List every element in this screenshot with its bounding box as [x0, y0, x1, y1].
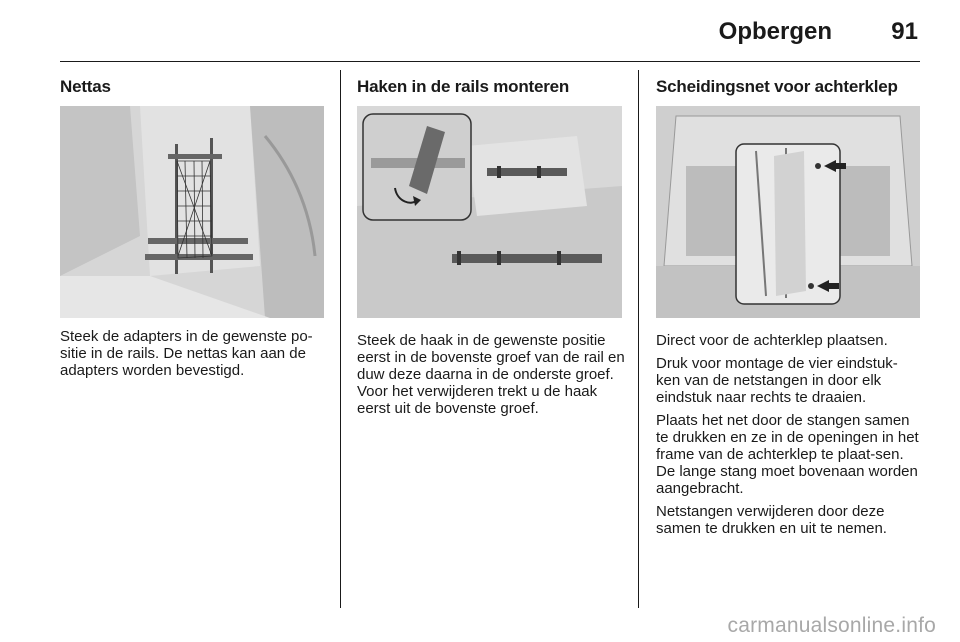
- paragraph: Druk voor montage de vier eindstuk-ken van de netstangen in door elk eindstuk naar rechts te draaien.: [656, 355, 898, 406]
- rail-hook-illustration: [357, 106, 622, 318]
- section-body: [357, 332, 625, 423]
- column-divider: [638, 70, 639, 608]
- column-divider: [340, 70, 341, 608]
- page-header: [60, 0, 920, 62]
- section-body: [656, 332, 920, 543]
- paragraph: Netstangen verwijderen door deze samen te drukken en uit te nemen.: [656, 503, 887, 537]
- section-nettas: [60, 70, 324, 379]
- section-heading: Haken in de rails monteren: [357, 77, 570, 96]
- page-title: Opbergen: [718, 18, 832, 45]
- paragraph: Steek de adapters in de gewenste po-sitie in de rails. De nettas kan aan de adapters worden bevestigd.: [60, 328, 313, 379]
- cargo-net-illustration: [60, 106, 324, 318]
- section-body: [60, 328, 328, 385]
- page-number: 91: [891, 18, 918, 45]
- section-heading: Scheidingsnet voor achterklep: [656, 77, 898, 96]
- partition-net-illustration: [656, 106, 920, 318]
- paragraph: Steek de haak in de gewenste positie eerst in de bovenste groef van de rail en duw deze daarna in de onderste groef. Voor het verwijderen trekt u de haak eerst uit de bovenste groef.: [357, 332, 625, 417]
- section-hooks: [357, 70, 625, 417]
- section-partition-net: [656, 70, 920, 537]
- paragraph: Direct voor de achterklep plaatsen.: [656, 332, 888, 349]
- section-heading: Nettas: [60, 77, 111, 96]
- watermark: carmanualsonline.info: [727, 614, 936, 637]
- paragraph: Plaats het net door de stangen samen te drukken en ze in de openingen in het frame van de achterklep te plaat-sen. De lange stang moet bovenaan worden aangebracht.: [656, 412, 919, 497]
